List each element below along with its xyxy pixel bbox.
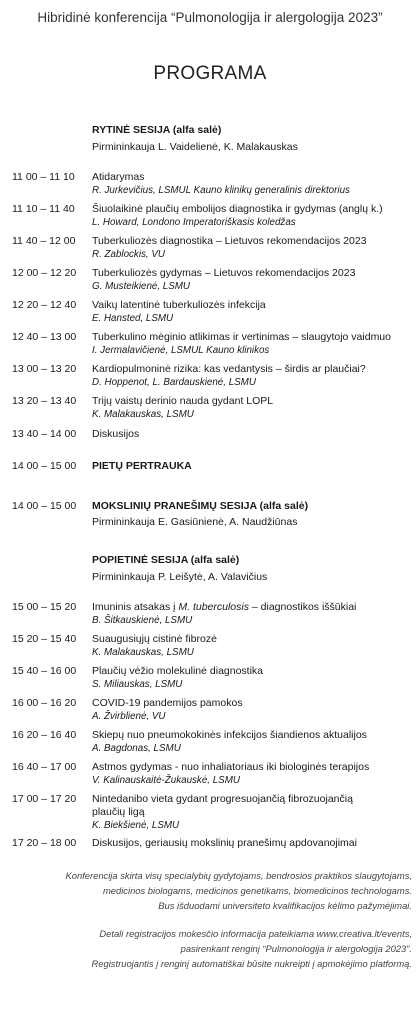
talk-speaker: R. Zablockis, VU	[92, 249, 165, 260]
talk-title: COVID-19 pandemijos pamokos	[92, 697, 243, 709]
talk-title: Trijų vaistų derinio nauda gydant LOPL	[92, 395, 274, 407]
note-line: Konferencija skirta visų specialybių gydytojams, bendrosios praktikos slaugytojams,	[65, 870, 412, 881]
program-title: PROGRAMA	[153, 63, 267, 84]
talk-title: Tuberkulino mėginio atlikimas ir vertinimas – slaugytojo vaidmuo	[92, 331, 391, 343]
talk-title: Diskusijos	[92, 428, 140, 440]
talk-title: Astmos gydymas - nuo inhaliatoriaus iki biologinės terapijos	[92, 761, 370, 773]
note-line: Detali registracijos mokesčio informacija pateikiama www.creativa.lt/events,	[99, 928, 412, 939]
note-line: Bus išduodami universiteto kvalifikacijos kėlimo pažymėjimai.	[158, 900, 412, 911]
time-slot: 16 40 – 17 00	[12, 761, 77, 773]
talk-title: Atidarymas	[92, 171, 145, 183]
session-chairs: Pirmininkauja P. Leišytė, A. Valavičius	[92, 571, 268, 583]
talk-title: Plaučių vėžio molekulinė diagnostika	[92, 665, 264, 677]
talk-speaker: L. Howard, Londono Imperatoriškasis koledžas	[92, 217, 296, 228]
session-title: MOKSLINIŲ PRANEŠIMŲ SESIJA (alfa salė)	[92, 500, 309, 512]
talk-speaker: A. Bagdonas, LSMU	[92, 743, 181, 754]
talk-speaker: E. Hansted, LSMU	[92, 313, 174, 324]
time-slot: 17 00 – 17 20	[12, 793, 77, 805]
session-chairs: Pirmininkauja L. Vaidelienė, K. Malakauskas	[92, 141, 298, 153]
time-slot: 13 40 – 14 00	[12, 428, 77, 440]
note-line: medicinos biologams, medicinos genetikams, biomedicinos technologams.	[102, 885, 412, 896]
time-slot: 15 40 – 16 00	[12, 665, 77, 677]
time-slot: 13 00 – 13 20	[12, 363, 77, 375]
conference-title: Hibridinė konferencija “Pulmonologija ir alergologija 2023”	[37, 10, 383, 25]
time-slot: 17 20 – 18 00	[12, 837, 77, 849]
time-slot: 14 00 – 15 00	[12, 500, 77, 512]
talk-title: Diskusijos, geriausių mokslinių pranešimų apdovanojimai	[92, 837, 357, 849]
time-slot: 12 40 – 13 00	[12, 331, 77, 343]
talk-title: Šiuolaikinė plaučių embolijos diagnostika ir gydymas (anglų k.)	[92, 203, 383, 215]
session-title: RYTINĖ SESIJA (alfa salė)	[92, 124, 222, 136]
talk-title: Tuberkuliozės diagnostika – Lietuvos rekomendacijos 2023	[92, 235, 367, 247]
talk-speaker: I. Jermalavičienė, LSMUL Kauno klinikos	[92, 345, 270, 356]
talk-speaker: R. Jurkevičius, LSMUL Kauno klinikų generalinis direktorius	[92, 185, 350, 196]
time-slot: 11 00 – 11 10	[12, 171, 75, 183]
note-line: Registruojantis į renginį automatiškai būsite nukreipti į apmokėjimo platformą.	[91, 958, 412, 969]
talk-title: Suaugusiųjų cistinė fibrozė	[92, 633, 217, 645]
talk-title: Imuninis atsakas į M. tuberculosis – diagnostikos iššūkiai	[92, 601, 357, 613]
time-slot: 12 00 – 12 20	[12, 267, 77, 279]
time-slot: 11 40 – 12 00	[12, 235, 76, 247]
talk-speaker: S. Miliauskas, LSMU	[92, 679, 183, 690]
time-slot: 13 20 – 13 40	[12, 395, 77, 407]
time-slot: 15 00 – 15 20	[12, 601, 77, 613]
talk-speaker: B. Šitkauskienė, LSMU	[92, 615, 193, 626]
talk-speaker: D. Hoppenot, L. Bardauskienė, LSMU	[92, 377, 256, 388]
conference-notes	[6, 868, 412, 971]
time-slot: 14 00 – 15 00	[12, 460, 77, 472]
talk-speaker: G. Musteikienė, LSMU	[92, 281, 191, 292]
talk-title: Vaikų latentinė tuberkuliozės infekcija	[92, 299, 266, 311]
talk-speaker: K. Malakauskas, LSMU	[92, 647, 194, 658]
lunch-break-title: PIETŲ PERTRAUKA	[92, 460, 192, 472]
talk-speaker: K. Biekšienė, LSMU	[92, 820, 180, 831]
session-chairs: Pirmininkauja E. Gasiūnienė, A. Naudžiūnas	[92, 516, 298, 528]
session-title: POPIETINĖ SESIJA (alfa salė)	[92, 554, 240, 566]
talk-title: Skiepų nuo pneumokokinės infekcijos šiandienos aktualijos	[92, 729, 367, 741]
time-slot: 16 00 – 16 20	[12, 697, 77, 709]
time-slot: 11 10 – 11 40	[12, 203, 75, 215]
talk-speaker: K. Malakauskas, LSMU	[92, 409, 194, 420]
talk-title: Kardiopulmoninė rizika: kas vedantysis – širdis ar plaučiai?	[92, 363, 366, 375]
talk-speaker: V. Kalinauskaitė-Žukauskė, LSMU	[92, 775, 240, 786]
talk-speaker: A. Žvirblienė, VU	[92, 711, 166, 722]
note-line: pasirenkant renginį “Pulmonologija ir alergologija 2023”.	[180, 943, 412, 954]
time-slot: 15 20 – 15 40	[12, 633, 77, 645]
talk-title: Tuberkuliozės gydymas – Lietuvos rekomendacijos 2023	[92, 267, 356, 279]
talk-title: Nintedanibo vieta gydant progresuojančią fibrozuojančią plaučių ligą	[92, 793, 353, 818]
time-slot: 12 20 – 12 40	[12, 299, 77, 311]
time-slot: 16 20 – 16 40	[12, 729, 77, 741]
